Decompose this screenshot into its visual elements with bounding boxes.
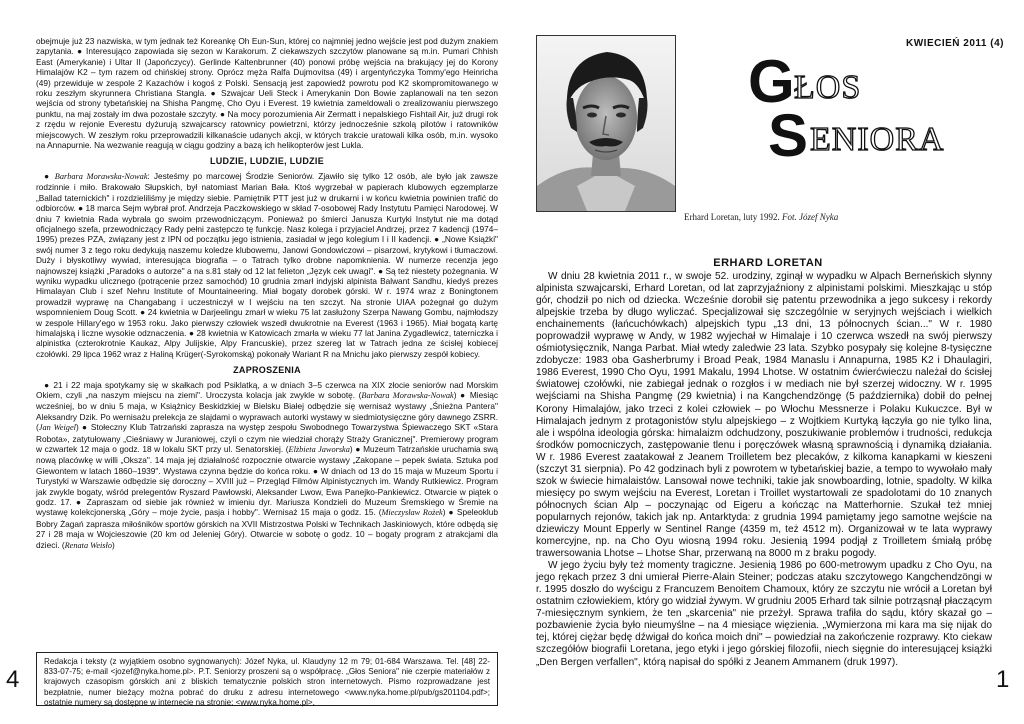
photo-credit: Fot. Józef Nyka (781, 212, 839, 222)
left-paragraph-2: ● Barbara Morawska-Nowak: Jesteśmy po marcowej Środzie Seniorów. Zjawiło się tylko 12 osób, ale było jak zawsze rodzinnie i miło. Brakowało Słupskich, był natomiast Marian Bała. Ktoś wygrzebał w papierach klubowych egzemplarze „Ballad taternickich" i rozdzieliliśmy je między siebie. Pamiętnik PTT jest już w drukarni i w końcu kwietnia powinien trafić do odbiorców. ● 18 marca Sejm wybrał prof. Andrzeja Paczkowskiego w skład 7-osobowej Rady Instytutu Pamięci Narodowej. W dniu 7 kwietnia Rada wybrała go swoim przewodniczącym. Ponieważ po śmierci Janusza Kurtyki Instytut nie ma dotąd oficjalnego szefa, przewodniczący Rady pełni zastępczo tę funkcję. Nasz kolega i przyjaciel Andrzej, przez 7 kadencji (1974–1995) prezes PZA, związany jest z IPN od początku jego istnienia, zasiadał w jego kolegium I i II kadencji. ● „Nowe Książki" swój numer 3 z tego roku dedykują naszemu koledze klubowemu, Janowi Gondowiczowi – pisarzowi, krytykowi i tłumaczowi. Duży i błyskotliwy wywiad, interesująca biografia – o Tatrach tylko drobne napomknienia. W numerze recenzja jego najnowszej książki „Paradoks o autorze" a na s.81 stały od 12 lat felieton „Język cek uwagi". ● Są też niestety pożegnania. W wyniku wypadku ulicznego (potrącenie przez samochód) 10 grudnia zmarł indyjski alpinista Balwant Sandhu, kiedyś prezes Himalayan Club i szef Nehru Institute of Mountaineering. Miał bogaty dorobek górski. W r. 1974 wraz z Boningtonem prowadził wyprawę na Changabang i uczestniczył w I wejściu na ten szczyt. Na stronie UIAA pożegnał go dużym wspomnieniem Doug Scott. ● 24 kwietnia w Darjeelingu zmarł w wieku 75 lat zasłużony Szerpa Nawang Gombu, najmłodszy w zespole Hillary'ego w 1953 roku. Jako pierwszy człowiek wszedł dwukrotnie na Everest (1963 i 1965). Miał bogatą kartę himalajską i liczne wysokie odznaczenia. ● 28 kwietnia w Katowicach zmarła w wieku 77 lat Janina Zygadlewicz, taterniczka i alpinistka (czterokrotnie Kaukaz, Alpy Julijskie, Alpy Francuskie), przez szereg lat w Tatrach jedna ze ścisłej kobiecej czołówki. 29 lipca 1962 wraz z Haliną Krüger(-Syrokomską) pokonały Wariant R na Mnichu jako pierwszy zespół kobiecy. (36, 170, 498, 359)
author-name: Renata Weisło (64, 540, 112, 550)
article-title: ERHARD LORETAN (713, 257, 823, 269)
heading-zaproszenia: ZAPROSZENIA (233, 365, 301, 376)
editorial-footer-box: Redakcja i teksty (z wyjątkiem osobno sygnowanych): Józef Nyka, ul. Klaudyny 12 m 79; 01-684 Warszawa. Tel. [48] 22-833-07-75; e-mail <jozef@nyka.home.pl>. P.T. Seniorzy proszeni są o współpracę. „Głos Seniora" nie czerpie materiałów z krajowych czasopism górskich ani z bliskich tematycznie polskich stron internetowych. Pismo rozprowadzane jest bezpłatnie, numer bieżący można pobrać do druku z adresu internetowego <www.nyka.home.pl/pub/gs201104.pdf>; ostatnie numery są dostępne w internecie na stronie: <www.nyka.home.pl>. (36, 652, 498, 706)
article-paragraph-2: W jego życiu były też momenty tragiczne. Jesienią 1986 po 600-metrowym upadku z Cho Oyu, na jego rękach przez 3 dni umierał Pierre-Alain Steiner; podczas ataku szczytowego Kangchendzöngi w r. 1995 doszło do wyścigu z Francuzem Benoitem Chamoux, który ze szczytu nie wrócił a Loretan był ostatnim człowiekiem, który go widział żywym. W grudniu 2005 Erhard tak silnie potrząsnął płaczącym 7-miesięcznym synkiem, że ten „skarcenia" nie przeżył. Sprawa trafiła do sądu, który skazał go – pozbawienie życia było nieumyślne – na 4 miesiące więzienia. „Wymierzona mi kara ma się nijak do tej, której ciężar będę dźwigał do końca moich dni" – powiedział na zakończenie rozprawy. Kto ciekaw szczegółów biografii Loretana, jego etyki i jego górskiej filozofii, niech sięgnie do interesującej książki „Den Bergen verfallen", którą napisał do spółki z Jeanem Ammanem (druk 1997). (536, 560, 992, 668)
left-paragraph-1: obejmuje już 23 nazwiska, w tym jednak też Koreankę Oh Eun-Sun, której co najmniej jedno wejście jest pod dużym znakiem zapytania. ● Interesująco zapowiada się sezon w Karakorum. Z ciekawszych szczytów planowane są m.in. Pumari Chhish East (Amerykanie) i Ultar II (Japończycy). Gerlinde Kaltenbrunner (40) ponowi próbę wejścia na brakujący jej do Korony Himalajów K2 – tym razem od chińskiej strony. Oprócz męża Ralfa Dujmovitsa (49) i argentyńczyka Tommy'ego Heinricha (49) przewiduje w zespole 2 Kazachów i kogoś z Polski. Sensacją jest zapowiedź powrotu pod K2 skompromitowanego w roku zeszłym skyrunnera Christiana Stangla. ● Szwajcar Ueli Steck i Amerykanin Don Bowie zaplanowali na ten sezon wejścia od strony tybetańskiej na Shisha Pangmę, Cho Oyu i Everest. 19 kwietnia zameldowali o zrealizowaniu pierwszego punktu, na maj zostały im dwa pozostałe szczyty. ● Na mocy porozumienia Air Zermatt i nepalskiego Fishtail Air, już drugi rok z rzędu w rejonie Everestu dyżurują szwajcarscy ratownicy powietrzni, którzy jednocześnie szkolą pilotów i ratowników miejscowych. W zeszłym roku przeprowadzili kilkanaście udanych akcji, w których trakcie uratowali kilka osób, m.in. wysoko na Annapurnie. Na wezwanie reagują w ciągu godziny a bazą ich helikopterów jest Lukla. (36, 36, 498, 151)
page-number-left: 4 (6, 666, 20, 693)
issue-date: KWIECIEŃ 2011 (4) (906, 38, 1004, 49)
author-name: Mieczysław Rożek (381, 508, 443, 518)
page-number-right: 1 (996, 666, 1010, 693)
logo-initial-g: G (748, 50, 795, 115)
left-paragraph-3: ● 21 i 22 maja spotykamy się w skałkach pod Psiklatką, a w dniach 3–5 czerwca na XIX złocie seniorów nad Morskim Okiem, czyli „na naszym miejscu na ziemi". Uroczysta kolacja jak zwykle w sobotę. (Barbara Morawska-Nowak) ● Miesiąc wcześniej, bo w dniu 5 maja, w Książnicy Beskidzkiej w Bielsku Białej odbędzie się wernisaż wystawy „Śnieżna Pantera" Aleksandry Dzik. Po wernisażu prelekcja ze slajdami o wyprawach autorki wystawy w siedmiotysięczne góry dawnego ZSRR. (Jan Weigel) ● Stołeczny Klub Tatrzański zaprasza na występ zespołu Swobodnego Towarzystwa Śpiewaczego SKT «Stara Robota», zatytułowany „Cieśniawy w Juraniowej, czyli o czym nie wiedział chorąży Straży Granicznej". Premierowy program w czwartek 12 maja o godz. 18 w lokalu SKT przy ul. Senatorskiej. (Elżbieta Jaworska) ● Muzeum Tatrzańskie uruchamia swą nową placówkę w willi „Oksza". 14 maja jej działalność rozpocznie otwarcie wystawy „Zakopane – pepek świata. Sztuka pod Giewontem w latach 1860–1939". Wystawa czynna będzie do końca roku. ● W dniach od 13 do 15 maja w Muzeum Sportu i Turystyki w Warszawie odbędzie się doroczny – XVIII już – Przegląd Filmów Alpinistycznych im. Wandy Rutkiewicz. Program jak zwykle bogaty, wśród prelegentów Ryszard Pawłowski, Aleksander Lwow, Ewa Panejko-Pankiewicz. Otwarcie w piątek o godz. 17. ● Zapraszam od siebie jak również w imieniu dyr. Mariusza Kondzieli do Muzeum Śremskiego w Śremie na wystawę kolekcjonerską „Góry – moje życie, pasja i hobby". Wernisaż 15 maja o godz. 15. (Mieczysław Rożek) ● Speleoklub Bobry Żagań zaprasza miłośników sportów górskich na XVII Mistrzostwa Polski w Technikach Jaskiniowych, które odbędą się 27 i 28 maja w Wojcieszowie (20 km od Jeleniej Góry). Otwarcie w sobotę o godz. 10 – bogaty program z atrakcjami dla dzieci. (Renata Weisło) (36, 379, 498, 550)
logo-initial-s: S (768, 102, 809, 160)
newsletter-logo (748, 50, 1008, 160)
portrait-photo (536, 35, 676, 212)
logo-word-seniora: ENIORA (810, 121, 945, 158)
glos-seniora-logo-icon (748, 50, 1008, 160)
logo-word-glos: ŁOS (794, 69, 862, 106)
portrait-photo-icon (537, 36, 675, 211)
article-paragraph-1: W dniu 28 kwietnia 2011 r., w swoje 52. urodziny, zginął w wypadku w Alpach Berneńskich słynny alpinista szwajcarski, Erhard Loretan, od lat zaprzyjaźniony z alpinistami polskimi. Mieszkając u stóp gór, chodził po nich od dziecka. Wcześnie dorobił się patentu przewodnika a jego sukcesy i rekordy alpejskie trzeba by długo wyliczać. Specjalizował się szczególnie w seryjnych wejściach i wielkich enchainements (łańcuchówkach) alpejskich typu „13 dni, 13 północnych ścian..." W r. 1980 poprowadził wyprawę w Andy, w 1982 wyjechał w Himalaje i 10 czerwca wszedł na swój pierwszy ośmiotysięcznik, Nanga Parbat. Miał wtedy zaledwie 23 lata. Szybko posypały się kolejne 8-tysięczne zdobycze: 1983 oba Gasherbrumy i Broad Peak, 1984 Manaslu i Annapurna, 1985 K2 i Dhaulagiri, 1986 Everest, 1990 Cho Oyu, 1991 Makalu, 1994 Lhotse. W ostatnim ćwierćwieczu należał do ścisłej światowej czołówki, nie zabiegał jednak o rozgłos i w mediach nie był szerzej widoczny. W r. 1995 wejściami na Shisha Pangmę (29 kwietnia) i na Kangchendzöngę (5 października) dobił do pełnej Korony Himalajów, jako trzeci z kolei człowiek – po Włochu Messnerze i Polaku Kukuczce. Był w Himalajach jednym z protagonistów stylu alpejskiego – z Wojtkiem Kurtyką łączyła go nie tylko lina, ale i wspólna ideologia górska: himalaizm odchudzony, poszukiwanie problemów i trudności, redukcja środków pomocniczych, zastępowanie tlenu i poręczówek własną sprawnością i dynamiką działania. W r. 1986 Everest zaatakował z Jeanem Troilletem bez plecaków, z kilkoma kanapkami w kieszeni (szczyt 31 sierpnia). Po 42 godzinach byli z powrotem w tybetańskiej bazie, a tempo to wywołało mały szok w świecie himalaistów. Lansował nowe techniki, takie jak snowboarding, lotnie, spadolty. W kilka miesięcy po swym wejściu na Everest, Loretan i Troillet wystartowali ze spadolotami do 10 znanych północnych ścian Alp – poczynając od Eigeru a kończąc na Matterhornie. Szukał też mniej popularnych rejonów, takich jak np. Antarktyda: z grudnia 1994 pamiętamy jego samotne wejście na dziewiczy Mount Epperly w Sentinel Range (4359 m, też 4512 m). Organizował w te lata wyprawy komercyjne, np. na Cho Oyu wiosną 1994 roku. Jesienią 1994 podjął z Troilletem śmiałą próbę trawersowania Lhotse – Lhotse Shar, przerwaną na 8000 m z braku pogody. (536, 271, 992, 560)
author-name: Elżbieta Jaworska (288, 445, 350, 455)
photo-caption: Erhard Loretan, luty 1992. Fot. Józef Nyka (684, 212, 839, 222)
article-body (536, 271, 992, 669)
right-page (512, 0, 1024, 724)
author-name: Barbara Morawska-Nowak (361, 391, 454, 400)
author-name: Jan Weigel (38, 423, 76, 433)
heading-ludzie: LUDZIE, LUDZIE, LUDZIE (209, 156, 325, 167)
left-column (36, 36, 498, 551)
author-name: Barbara Morawska-Nowak (54, 171, 148, 181)
